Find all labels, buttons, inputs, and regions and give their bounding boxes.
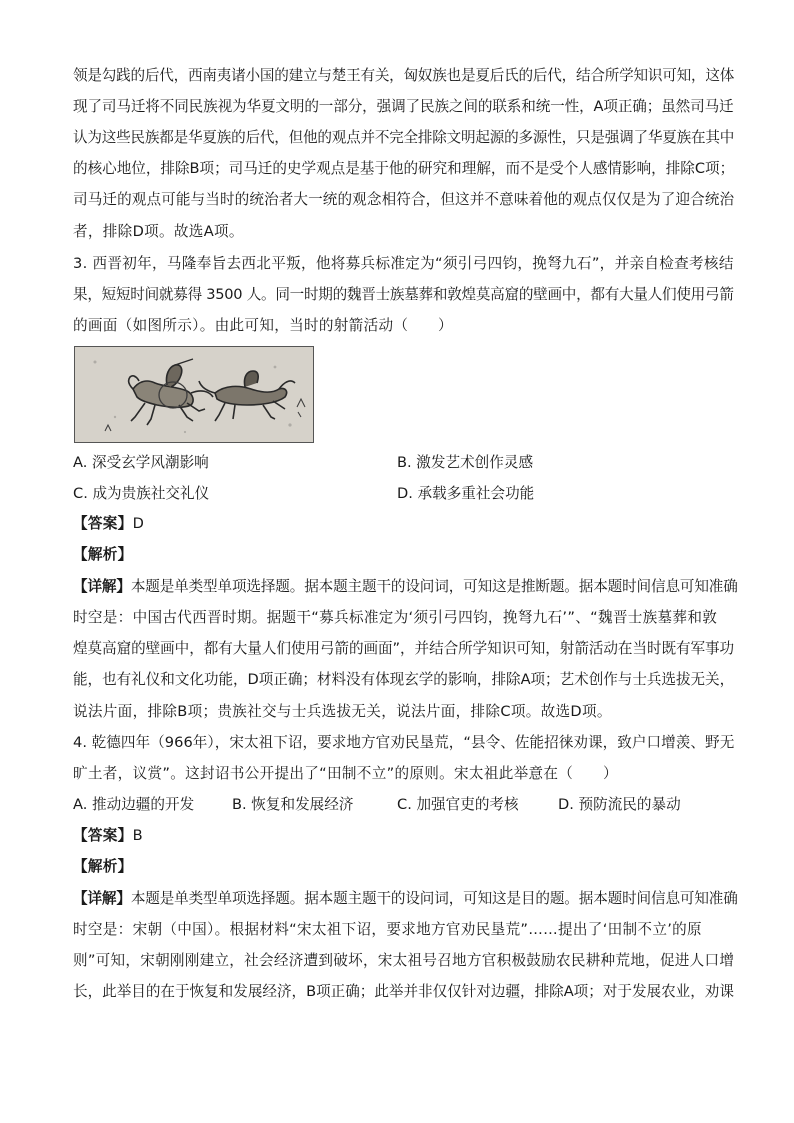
q3-option-c: C. 成为贵族社交礼仪 [73,485,210,502]
q3-detail-line: 说法片面，排除B项；贵族社交与士兵选拔无关，说法片面，排除C项。故选D项。 [73,703,612,720]
q4-analysis-line [73,857,133,877]
q3-analysis-line [73,545,133,565]
q4-option-a: A. 推动边疆的开发 [73,796,195,813]
q4-option-d: D. 预防流民的暴动 [558,796,681,813]
intro-line: 领是勾践的后代，西南夷诸小国的建立与楚王有关，匈奴族也是夏后氏的后代，结合所学知识可知，这体 [73,67,735,84]
q4-answer-line [73,826,143,846]
q3-detail-text: 本题是单类型单项选择题。据本题主题干的设问词，可知这是推断题。据本题时间信息可知准确 [130,578,738,595]
q4-stem-line: 旷土者，议赏”。这封诏书公开提出了“田制不立”的原则。宋太祖此举意在（ ） [73,765,618,782]
q4-detail-line: 则”可知，宋朝刚刚建立，社会经济遭到破坏，宋太祖号召地方官积极鼓励农民耕种荒地，促进人口增 [73,952,735,969]
q3-detail-line: 能，也有礼仪和文化功能，D项正确；材料没有体现玄学的影响，排除A项；艺术创作与士兵选拔无关， [73,671,735,688]
q4-stem-line: 4. 乾德四年（966年），宋太祖下诏，要求地方官劝民垦荒，“县令、佐能招徕劝课，致户口增羡、野无 [73,734,735,751]
q4-detail-line: 长，此举目的在于恢复和发展经济，B项正确；此举并非仅仅针对边疆，排除A项；对于发展农业，劝课 [73,983,734,1000]
q3-detail-line [73,577,738,597]
q3-stem-line: 的画面（如图所示）。由此可知，当时的射箭活动（ ） [73,317,453,334]
q4-detail-line [73,889,738,909]
q3-stem-line: 3. 西晋初年，马隆奉旨去西北平叛，他将募兵标准定为“须引弓四钧，挽弩九石”，并亲自检查考核结 [73,255,734,272]
q3-analysis-tag: 【解析】 [73,546,133,563]
q3-answer-value: D [132,515,145,532]
q3-detail-line: 时空是：中国古代西晋时期。据题干“募兵标准定为‘须引弓四钧，挽弩九石’”、“魏晋士族墓葬和敦 [73,609,718,626]
q4-analysis-tag: 【解析】 [73,858,133,875]
q4-answer-tag: 【答案】 [73,827,133,844]
q4-detail-text: 本题是单类型单项选择题。据本题主题干的设问词，可知这是目的题。据本题时间信息可知准确 [130,890,738,907]
intro-line: 认为这些民族都是华夏族的后代，但他的观点并不完全排除文明起源的多源性，只是强调了华夏族在其中 [73,129,735,146]
intro-line: 现了司马迁将不同民族视为华夏文明的一部分，强调了民族之间的联系和统一性，A项正确；虽然司马迁 [73,98,734,115]
q4-option-c: C. 加强官吏的考核 [397,796,519,813]
q4-option-b: B. 恢复和发展经济 [232,796,354,813]
q3-detail-line: 煌莫高窟的壁画中，都有大量人们使用弓箭的画面”，并结合所学知识可知，射箭活动在当时既有军事功 [73,640,735,657]
q4-answer-value: B [132,827,143,844]
q4-detail-line: 时空是：宋朝（中国）。根据材料“宋太祖下诏，要求地方官劝民垦荒”……提出了‘田制不立’的原 [73,921,702,938]
intro-line: 的核心地位，排除B项；司马迁的史学观点是基于他的研究和理解，而不是受个人感情影响，排除C项； [73,160,735,177]
intro-line: 者，排除D项。故选A项。 [73,223,244,240]
q3-option-d: D. 承载多重社会功能 [397,485,535,502]
q3-answer-line [73,514,144,534]
q3-option-a: A. 深受玄学风潮影响 [73,454,209,471]
q3-stem-line: 果，短短时间就募得 3500 人。同一时期的魏晋士族墓葬和敦煌莫高窟的壁画中，都有大量人们使用弓箭 [73,286,734,303]
mural-image [74,346,314,443]
intro-line: 司马迁的观点可能与当时的统治者大一统的观念相符合，但这并不意味着他的观点仅仅是为了迎合统治 [73,191,735,208]
q3-detail-tag: 【详解】 [73,578,131,595]
mural-horse-rider-drawing [75,347,313,442]
q3-answer-tag: 【答案】 [73,515,133,532]
q4-detail-tag: 【详解】 [73,890,131,907]
q3-option-b: B. 激发艺术创作灵感 [397,454,534,471]
